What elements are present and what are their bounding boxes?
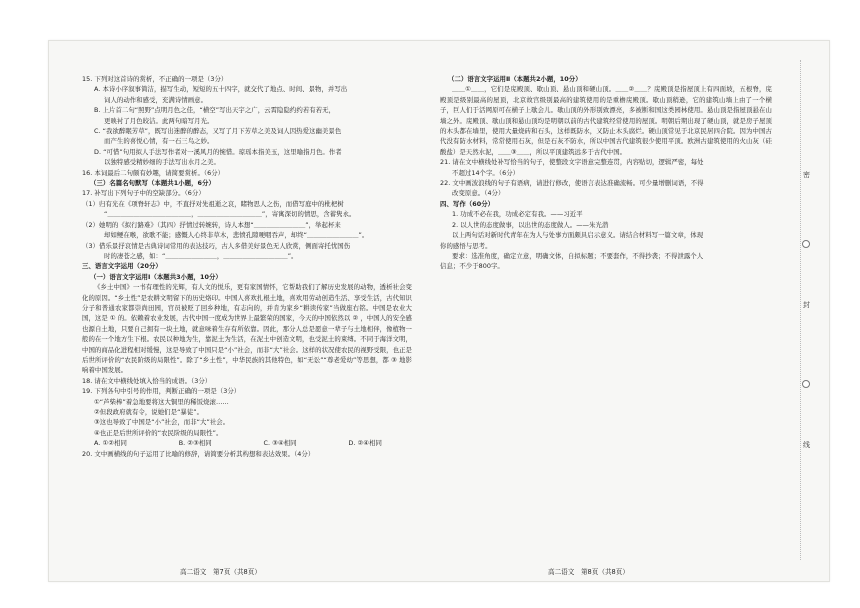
reading-passage: ＿＿①＿＿，它们是庑殿顶、歇山顶、悬山顶和硬山顶。＿＿②＿＿？庑殿顶是指屋顶上有四面坡，五根脊，庑殿顶是级别最高的屋顶，北京故宫级别最高的建筑使用的是重檐庑殿顶。歇山顶稍逊，它的建筑山墙上由了一个横子，巨人们于活网原可在横子上歇会儿。歇山顶的外形别致漂亮，多被断和国这类园林使用。悬山顶是指屋顶悬在山墙之外。庑殿顶、歇山顶和悬山顶均是明朝以前的古代建筑经常使用的屋顶。明朝后期出现了硬山顶，就是房子屋顶的木头都在墙里，使用大量烧砖和石头，这样既防水，又防止木头腐烂。硬山顶常见于北京民居四合院。因为中国古代没有防水材料，常常使用石灰，但是石灰不防水，所以中国古代建筑很少使用平顶。欧洲古建筑使用的火山灰（硅酸盐）是天然水泥，＿＿③＿＿，所以平顶建筑远多于古代中国。	[440, 85, 772, 156]
answer-option: A. ①②相同	[94, 439, 127, 448]
question-line: A. 本诗小序叙事简洁，描写生动，短短的五十四字，就交代了地点、时间、景物，并写出	[94, 85, 348, 94]
question-line: 1. 功成不必在我，功成必定有我。——习近平	[452, 210, 583, 219]
question-line: 信息；不少于800字。	[440, 262, 504, 271]
right-column	[440, 74, 772, 272]
answer-option: D. ②④相同	[348, 439, 382, 448]
answer-option: C. ③④相同	[263, 439, 297, 448]
question-line: 20. 文中画横线的句子运用了比喻的修辞，请简要分析其构想和表达效果。（4分）	[82, 449, 315, 458]
question-line: （3）借乐景抒哀情是古典诗词常用的表达技巧，古人多借美好景色无人欣赏，侧面寄托忧国伤	[82, 241, 351, 250]
question-line: 词人的动作和感受，充满诗情画意。	[104, 95, 208, 104]
question-line: （一）语言文字运用Ⅰ（本题共3小题，10分）	[90, 272, 222, 281]
reading-passage: 《乡土中国》一书有理性的光辉，有人文的悦乐，更有家国情怀，它帮助我们了解历史发展的动物，透析社会变化的原因。“乡土性”是农耕文明留下的历史烙印。中国人喜欢扎根土地，喜欢用劳动创造生活、享受生活，古代知识分子和普通农家都崇尚田园，官员被贬了回乡种地，有志向的，并肯为家乡“耕读传家”当做座右铭。中国是农业大国，这是 ① 的。依赖着农业发展，古代中国一度成为世界上最繁荣的国家，今天的中国依然以 ② ，中国人的安全感也源自土地，只要自己拥有一块土地，就意味着生存有所依靠。因此，那分人总是愿意一辈子与土地相伴，像植物一般的在一个地方生下根。农民以种地为生，靠泥土为生活，在泥土中创造文明，也受泥土的束缚。不同于海洋文明，中国的商品化进程相对缓慢，这是导致了中国只是“小”社会，而非“大”社会。这样的状况使农民的视野受限，也正是后世所评价的“农民阶级的局限性”。除了“乡土性”，中华民族的其他特色，如“无讼”“尊老爱幼”等思想，都 ③ 地影响着中国发展。	[82, 283, 412, 375]
page-footer-right: 高二语文 第8页（共8页）	[548, 568, 629, 576]
page-footer-left: 高二语文 第7页（共8页）	[180, 568, 261, 576]
question-line: ②但段政府就有令，说她们是“暴徒”。	[94, 408, 204, 416]
answer-options	[82, 438, 412, 448]
question-line: 时的凄苍之感，如：“＿＿＿＿＿＿＿＿，＿＿＿＿＿＿＿＿＿＿”。	[104, 251, 298, 260]
question-line: 18. 请在文中横线处填入恰当的成语。（3分）	[82, 376, 212, 385]
section-heading: （二）语言文字运用Ⅱ（本题共2小题，10分）	[448, 75, 582, 83]
question-line: B. 上片首二句“照野”点明月色之佳，“横空”写出天宇之广，云霄隐隐约约若有若无，	[94, 106, 336, 115]
binding-line	[800, 60, 817, 560]
question-line: 19. 下列各句中引号的作用，判断正确的一项是（3分）	[82, 387, 241, 396]
question-line: （1）归有光在《项脊轩志》中，不直抒对先祖逝之哀，睹物思人之伤，而借写庭中的枇杷树	[82, 199, 344, 208]
question-line: 三、语言文字运用（20分）	[82, 262, 162, 271]
question-line: D. “可惜”句用拟人手法写作者对一溪风月的惋惜。琼瑶本指美玉，这里喻指月色。作者	[94, 147, 342, 156]
question-line: 却如鲠在喉，欲歌不能；感慨人心终非草木，悲愤孔隙哽咽吞声，却终“＿＿＿＿＿＿＿＿”。	[104, 231, 369, 240]
question-line: ③这也导致了中国是“小”社会，而非“大”社会。	[94, 418, 230, 427]
question-line: 2. 以人世的态度做事，以出世的态度做人。——朱光潜	[452, 220, 609, 229]
question-line: 21. 请在文中横线处补写恰当的句子，使整段文字语意完整连贯，内容贴切，逻辑严密，每处	[440, 158, 704, 167]
question-line: “＿＿＿＿＿＿＿＿＿＿＿＿＿，＿＿＿＿＿＿＿＿＿＿”，寄寓深切的情思，含蓄隽永。	[104, 210, 356, 219]
binder-mark-3: 线	[803, 441, 810, 449]
question-line: 16. 本词最后二句颇有妙趣，请简要赏析。（6分）	[82, 168, 225, 177]
question-line: 要求：选准角度，确定立意，明确文体，自拟标题；不要套作，不得抄袭；不得泄露个人	[452, 251, 704, 260]
binder-circle-icon	[802, 380, 810, 388]
question-line: 22. 文中画波浪线的句子有语病，请进行修改，使语言表达准确流畅。可少量增删词语，不得	[440, 179, 704, 188]
binder-circle-icon	[802, 240, 810, 248]
question-line: C. “我欲醉眠芳草”，既写出迷醉的醉态，又写了月下芳草之美及词人因热爱这幽美景色	[94, 127, 342, 136]
left-column	[82, 74, 412, 459]
binder-mark-1: 密	[803, 171, 810, 179]
question-line: 17. 补写出下列句子中的空缺部分。（6分）	[82, 189, 205, 198]
question-line: （三）名篇名句默写（本题共1小题，6分）	[90, 179, 215, 188]
question-line: 15. 下列对这首诗的赏析，不正确的一项是（3分）	[82, 75, 228, 83]
question-line: 以上两句话对新时代青年在为人与处事方面颇具启示意义。请结合材料写一篇文章，体现	[452, 231, 704, 240]
question-line: 更映衬了月色皎洁。此两句暗写月光。	[104, 116, 214, 125]
answer-option: B. ②③相同	[178, 439, 212, 448]
question-line: （2）她明的《拟行路难》（其四）抒情过转婉转，诗人本想“＿＿＿＿＿＿＿＿”，举起杯来	[82, 220, 341, 229]
question-line: 四、写作（60分）	[440, 199, 495, 208]
question-line: 而产生的喜悦心情，有一石三鸟之妙。	[104, 137, 214, 146]
question-line: ④也正是后世所评价的“农民阶级的局限性”。	[94, 428, 223, 437]
question-line: 以独特感受精妙细的手法写出水月之美。	[104, 158, 220, 167]
question-line: 改变原意。（4分）	[452, 189, 505, 198]
question-line: 你的感悟与思考。	[440, 241, 492, 250]
binder-mark-2: 封	[803, 301, 810, 309]
question-line: 不超过14个字。（6分）	[452, 168, 520, 177]
question-line: ①“芦柴棒”着急地要将这大铜里的稀饭烧滚……	[94, 397, 229, 406]
